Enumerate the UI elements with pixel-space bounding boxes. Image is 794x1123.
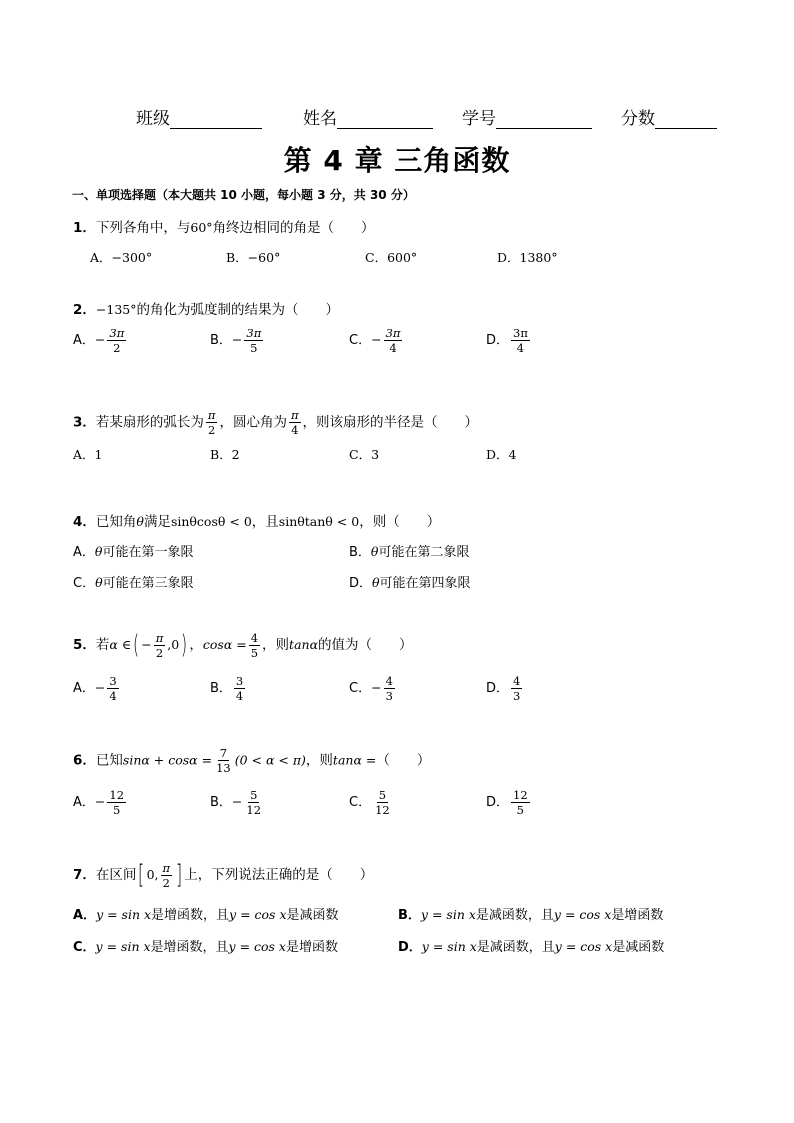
score-label: 分数 [621,109,655,129]
q7-option-a[interactable]: A．y = sin x是增函数，且y = cos x是减函数 [73,907,339,923]
page-title: 第 4 章 三角函数 [283,144,511,177]
question-3: 3．若某扇形的弧长为 $\frac{\pi}{2}$ ，圆心角为 $\frac{\pi}{4}$ ，则该扇形的半径是（ ） [73,408,479,437]
q2-option-c[interactable]: C．− $\frac{3\pi}{4}$ [349,326,401,355]
q5-option-b[interactable]: B． $\frac{3}{4}$ [210,674,244,703]
score-blank[interactable] [655,110,717,129]
q5-option-c[interactable]: C．− $\frac{4}{3}$ [349,674,393,703]
q5-option-d[interactable]: D． $\frac{4}{3}$ [486,674,521,703]
question-4: 4．已知角θ满足sinθcosθ < 0，且sinθtanθ < 0，则（ ） [73,514,441,530]
q1-option-c[interactable]: C．600° [365,250,418,265]
q6-option-a[interactable]: A．− $\frac{12}{5}$ [73,788,125,817]
class-field[interactable] [136,104,262,129]
question-6: 6．已知sinα + cosα = $\frac{7}{13}$ (0 < α < π)，则tanα =（ ） [73,746,431,775]
q3-option-c[interactable]: C．3 [349,447,380,462]
q2-option-d[interactable]: D． $\frac{3\pi}{4}$ [486,326,528,355]
q1-option-b[interactable]: B．−60° [226,250,281,265]
q3-option-b[interactable]: B．2 [210,447,240,462]
q7-option-c[interactable]: C．y = sin x是增函数，且y = cos x是增函数 [73,939,338,955]
student-id-label: 学号 [462,109,496,129]
student-id-field[interactable] [462,104,592,129]
q7-option-d[interactable]: D．y = sin x是减函数，且y = cos x是减函数 [398,939,665,955]
section-heading: 一、单项选择题（本大题共 10 小题，每小题 3 分，共 30 分） [72,188,415,202]
q7-option-b[interactable]: B．y = sin x是减函数，且y = cos x是增函数 [398,907,664,923]
q6-option-d[interactable]: D． $\frac{12}{5}$ [486,788,528,817]
name-label: 姓名 [303,109,337,129]
q3-option-a[interactable]: A．1 [73,447,103,462]
q1-option-d[interactable]: D．1380° [497,250,558,265]
q2-option-b[interactable]: B．− $\frac{3\pi}{5}$ [210,326,262,355]
q4-option-b[interactable]: B．θ可能在第二象限 [349,544,470,560]
name-field[interactable] [303,104,433,129]
q3-option-d[interactable]: D．4 [486,447,517,462]
question-5: 5．若α ∈( − $\frac{\pi}{2}$ ,0) ，cosα = $\frac{4}{5}$ ，则tanα的值为（ ） [73,630,413,660]
q4-option-c[interactable]: C．θ可能在第三象限 [73,575,194,591]
q2-option-a[interactable]: A．− $\frac{3\pi}{2}$ [73,326,125,355]
student-id-blank[interactable] [496,110,592,129]
q6-option-b[interactable]: B．− $\frac{5}{12}$ [210,788,262,817]
question-7: 7．在区间[ 0, $\frac{\pi}{2}$ ] 上，下列说法正确的是（ ） [73,860,374,890]
question-1: 1．下列各角中，与60°角终边相同的角是（ ） [73,220,375,236]
score-field[interactable] [621,104,717,129]
class-blank[interactable] [170,110,262,129]
q6-option-c[interactable]: C． $\frac{5}{12}$ [349,788,390,817]
question-2: 2．−135°的角化为弧度制的结果为（ ） [73,302,339,318]
q5-option-a[interactable]: A．− $\frac{3}{4}$ [73,674,117,703]
class-label: 班级 [136,109,170,129]
q4-option-a[interactable]: A．θ可能在第一象限 [73,544,194,560]
q1-option-a[interactable]: A．−300° [90,250,153,265]
name-blank[interactable] [337,110,433,129]
q4-option-d[interactable]: D．θ可能在第四象限 [349,575,471,591]
